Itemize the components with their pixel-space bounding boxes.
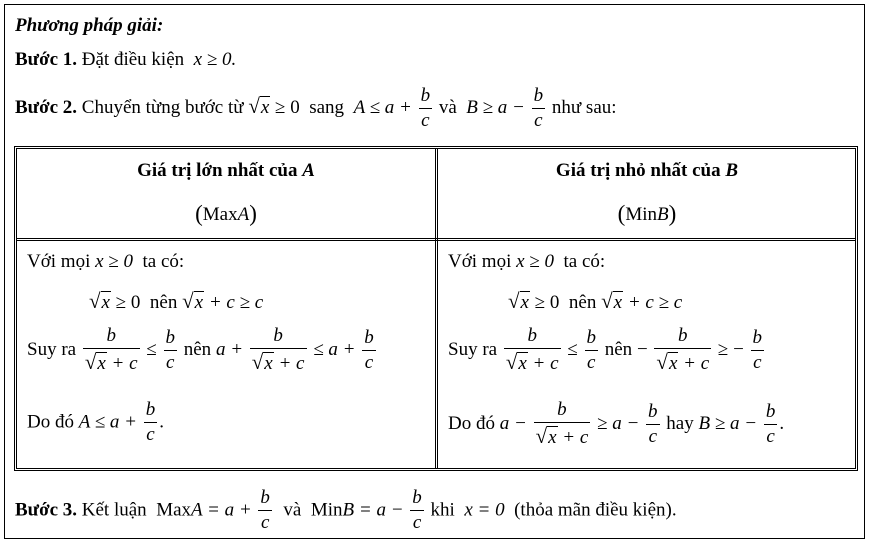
fraction-b-c: $\frac{b}{c}$: [533, 85, 544, 131]
max-equation: A = a +: [191, 499, 252, 521]
min-line-4: Do đó a − $\frac{b}{√x + c}$ ≥ a − $\frac{b}{c}$ hay B ≥ a − $\frac{b}{c}$ .: [448, 399, 785, 448]
max-line-3: Suy ra $\frac{b}{√x + c}$ ≤ $\frac{b}{c}$ nên a + $\frac{b}{√x + c}$ ≤ a + $\frac{b}{c}$: [27, 325, 374, 374]
step-3-tail: (thỏa mãn điều kiện).: [514, 499, 677, 521]
step-3-khi: khi: [430, 499, 455, 521]
min-title: Giá trị nhỏ nhất của B: [555, 160, 739, 181]
step-2-tail: như sau:: [551, 96, 617, 118]
max-subtitle: (MaxA): [195, 201, 257, 226]
fraction-b-c: $\frac{b}{c}$: [412, 487, 422, 533]
max-header-cell: [17, 149, 435, 238]
step-3-cond: x = 0: [464, 499, 505, 521]
min-line-3: Suy ra $\frac{b}{√x + c}$ ≤ $\frac{b}{c}$ nên − $\frac{b}{√x + c}$ ≥ − $\frac{b}{c}$: [448, 325, 763, 374]
fraction-b-c: $\frac{b}{c}$: [260, 487, 270, 533]
max-fn: Max: [156, 499, 192, 521]
step-2-expr2: B ≥ a −: [466, 96, 525, 118]
min-subtitle: (MinB): [617, 201, 677, 226]
step-3: [15, 487, 677, 534]
step-1: [15, 49, 236, 71]
max-line-2: √x ≥ 0 nên √x + c ≥ c: [89, 289, 264, 313]
max-line-1: Với mọi x ≥ 0 ta có:: [27, 251, 185, 272]
max-title: Giá trị lớn nhất của A: [137, 160, 315, 181]
method-heading: Phương pháp giải:: [15, 15, 164, 36]
step-1-math: x ≥ 0.: [193, 49, 237, 70]
solution-box: [4, 4, 865, 539]
step-3-label: Bước 3.: [15, 499, 78, 521]
step-3-text: Kết luận: [81, 499, 147, 521]
step-2-va: và: [438, 96, 457, 118]
step-2-sang: sang: [309, 96, 345, 118]
min-equation: B = a −: [342, 499, 404, 521]
step-2: [15, 85, 617, 132]
min-line-2: √x ≥ 0 nên √x + c ≥ c: [508, 289, 683, 313]
min-header-cell: [438, 149, 856, 238]
fraction-b-c: $\frac{b}{c}$: [420, 85, 431, 131]
step-2-text: Chuyển từng bước từ: [81, 96, 244, 118]
step-2-label: Bước 2.: [15, 96, 78, 118]
step-2-cond: ≥ 0: [275, 96, 300, 118]
min-line-1: Với mọi x ≥ 0 ta có:: [448, 251, 606, 272]
comparison-table: [14, 146, 858, 471]
max-line-4: Do đó A ≤ a + $\frac{b}{c}$ .: [27, 399, 164, 445]
step-1-text: Đặt điều kiện: [81, 49, 185, 70]
step-3-va: và: [283, 499, 302, 521]
step-2-expr1: A ≤ a +: [353, 96, 412, 118]
min-fn: Min: [310, 499, 343, 521]
sqrt-x: √x: [248, 93, 270, 118]
step-1-label: Bước 1.: [15, 49, 78, 70]
max-body-cell: [17, 241, 435, 468]
min-body-cell: [438, 241, 856, 468]
